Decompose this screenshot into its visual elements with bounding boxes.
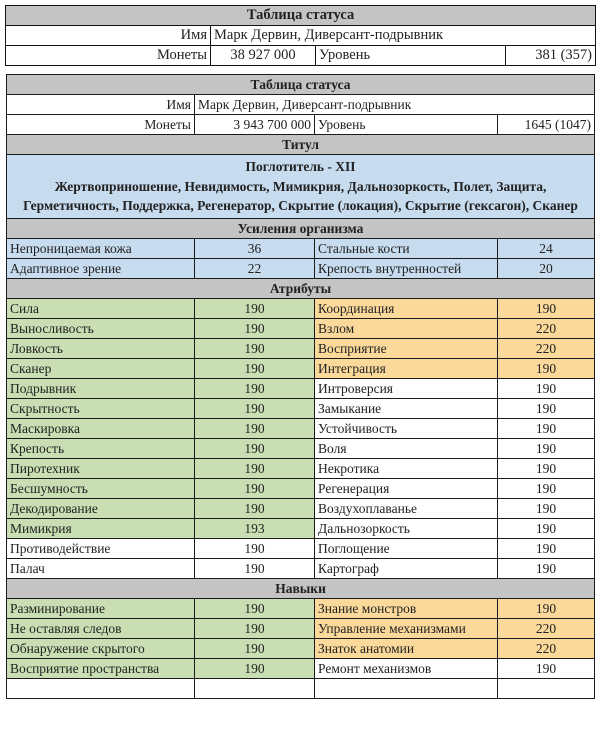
stat-value: 220 (498, 618, 595, 638)
stat-name: Пиротехник (7, 458, 195, 478)
title-section-header: Титул (7, 135, 595, 155)
stat-value: 190 (195, 318, 315, 338)
stat-value: 190 (498, 478, 595, 498)
stat-value: 190 (195, 478, 315, 498)
stat-name: Взлом (315, 318, 498, 338)
stat-value: 190 (195, 338, 315, 358)
stat-value: 190 (195, 298, 315, 318)
stat-value: 220 (498, 318, 595, 338)
attribute-row (7, 438, 595, 458)
stat-name: Подрывник (7, 378, 195, 398)
stat-value: 190 (498, 518, 595, 538)
stat-name: Стальные кости (315, 238, 498, 258)
enhancements-header: Усиления организма (7, 218, 595, 238)
stat-name: Воздухоплаванье (315, 498, 498, 518)
stat-value: 190 (195, 378, 315, 398)
stat-value: 190 (195, 458, 315, 478)
stat-name: Поглощение (315, 538, 498, 558)
status-table-small (5, 5, 596, 66)
enhancement-row (7, 258, 595, 278)
stat-name: Восприятие пространства (7, 658, 195, 678)
stat-value: 22 (195, 258, 315, 278)
stat-name: Маскировка (7, 418, 195, 438)
stat-value: 190 (195, 658, 315, 678)
titles-list: Жертвоприношение, Невидимость, Мимикрия, Дальнозоркость, Полет, Защита, Герметичность, Поддержка, Регенератор, Скрытие (локация), Скрытие (гексагон), Сканер (23, 178, 578, 213)
stat-value: 190 (195, 638, 315, 658)
stat-value: 190 (498, 658, 595, 678)
coins-value: 38 927 000 (211, 46, 316, 66)
stat-name: Сила (7, 298, 195, 318)
stat-value: 190 (195, 358, 315, 378)
stat-value: 220 (498, 338, 595, 358)
stat-name: Регенерация (315, 478, 498, 498)
stat-value: 190 (195, 618, 315, 638)
stat-name: Бесшумность (7, 478, 195, 498)
attribute-row (7, 378, 595, 398)
stat-name: Ремонт механизмов (315, 658, 498, 678)
stat-name: Непроницаемая кожа (7, 238, 195, 258)
stat-value: 190 (195, 498, 315, 518)
stat-name: Замыкание (315, 398, 498, 418)
stat-name: Координация (315, 298, 498, 318)
main-name-label: Имя (7, 95, 195, 115)
stat-value: 190 (195, 598, 315, 618)
stat-value: 190 (498, 598, 595, 618)
enhancement-row (7, 238, 595, 258)
stat-name: Воля (315, 438, 498, 458)
stat-value: 190 (195, 558, 315, 578)
coins-label: Монеты (6, 46, 211, 66)
stat-name: Декодирование (7, 498, 195, 518)
attribute-row (7, 458, 595, 478)
stat-value: 20 (498, 258, 595, 278)
stat-name (7, 678, 195, 698)
stat-value: 190 (195, 538, 315, 558)
stat-name: Обнаружение скрытого (7, 638, 195, 658)
stat-name: Разминирование (7, 598, 195, 618)
attribute-row (7, 398, 595, 418)
stat-name: Противодействие (7, 538, 195, 558)
attributes-header: Атрибуты (7, 278, 595, 298)
stat-name (315, 678, 498, 698)
main-table-title: Таблица статуса (7, 75, 595, 95)
skill-row (7, 638, 595, 658)
name-label: Имя (6, 26, 211, 46)
skills-header: Навыки (7, 578, 595, 598)
stat-name: Некротика (315, 458, 498, 478)
stat-value: 190 (195, 418, 315, 438)
attribute-row (7, 498, 595, 518)
attribute-row (7, 478, 595, 498)
main-coins-label: Монеты (7, 115, 195, 135)
stat-name: Дальнозоркость (315, 518, 498, 538)
main-name-value: Марк Дервин, Диверсант-подрывник (195, 95, 595, 115)
stat-name: Выносливость (7, 318, 195, 338)
skill-row (7, 618, 595, 638)
name-value: Марк Дервин, Диверсант-подрывник (211, 26, 596, 46)
stat-name: Крепость (7, 438, 195, 458)
attribute-row (7, 538, 595, 558)
stat-value: 24 (498, 238, 595, 258)
stat-value (498, 678, 595, 698)
attribute-row (7, 338, 595, 358)
stat-name: Не оставляя следов (7, 618, 195, 638)
stat-name: Мимикрия (7, 518, 195, 538)
main-level-label: Уровень (315, 115, 498, 135)
title-section-content (7, 155, 595, 219)
main-coins-value: 3 943 700 000 (195, 115, 315, 135)
stat-value: 193 (195, 518, 315, 538)
stat-value: 190 (498, 398, 595, 418)
stat-name: Интроверсия (315, 378, 498, 398)
stat-value: 190 (195, 398, 315, 418)
stat-name: Палач (7, 558, 195, 578)
stat-name: Устойчивость (315, 418, 498, 438)
attribute-row (7, 518, 595, 538)
stat-value: 190 (498, 498, 595, 518)
attribute-row (7, 298, 595, 318)
stat-name: Управление механизмами (315, 618, 498, 638)
stat-value: 190 (498, 358, 595, 378)
stat-name: Ловкость (7, 338, 195, 358)
stat-value: 190 (498, 558, 595, 578)
stat-value: 190 (498, 298, 595, 318)
stat-name: Крепость внутренностей (315, 258, 498, 278)
stat-value: 190 (498, 438, 595, 458)
stat-value (195, 678, 315, 698)
attribute-row (7, 318, 595, 338)
stat-name: Адаптивное зрение (7, 258, 195, 278)
stat-value: 36 (195, 238, 315, 258)
stat-name: Картограф (315, 558, 498, 578)
stat-value: 220 (498, 638, 595, 658)
stat-value: 190 (498, 538, 595, 558)
attribute-row (7, 358, 595, 378)
skill-row (7, 658, 595, 678)
attribute-row (7, 558, 595, 578)
stat-value: 190 (498, 418, 595, 438)
stat-name: Знание монстров (315, 598, 498, 618)
skill-row (7, 598, 595, 618)
level-label: Уровень (316, 46, 506, 66)
status-table-title: Таблица статуса (6, 6, 596, 26)
stat-name: Восприятие (315, 338, 498, 358)
attribute-row (7, 418, 595, 438)
skill-row (7, 678, 595, 698)
level-value: 381 (357) (506, 46, 596, 66)
stat-name: Интеграция (315, 358, 498, 378)
main-title: Поглотитель - XII (245, 159, 356, 174)
stat-value: 190 (195, 438, 315, 458)
main-level-value: 1645 (1047) (498, 115, 595, 135)
stat-name: Знаток анатомии (315, 638, 498, 658)
status-table-main (6, 74, 595, 699)
stat-name: Сканер (7, 358, 195, 378)
stat-name: Скрытность (7, 398, 195, 418)
stat-value: 190 (498, 378, 595, 398)
stat-value: 190 (498, 458, 595, 478)
